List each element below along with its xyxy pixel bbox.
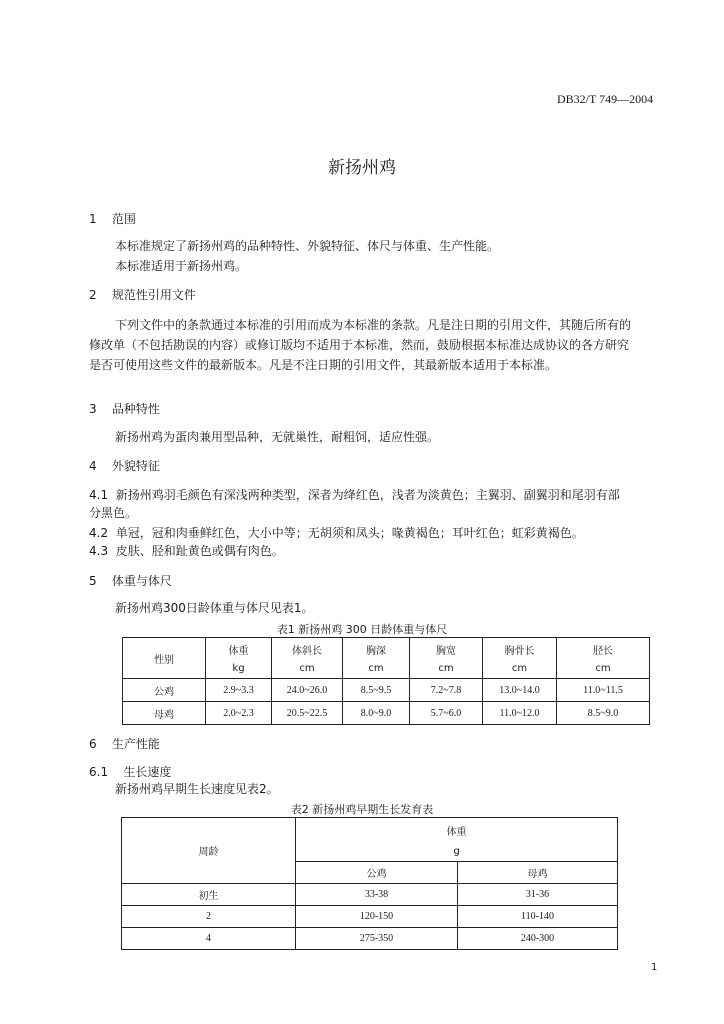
table-header-cell: 性别 (123, 638, 206, 679)
table-row (122, 884, 618, 906)
table-header-cell: 母鸡 (458, 862, 618, 884)
table-cell: 275-350 (296, 928, 458, 950)
table-header-row (123, 638, 650, 679)
table-header-cell (483, 638, 557, 679)
table-cell: 2.0~2.3 (206, 702, 272, 725)
table-header-cell (343, 638, 410, 679)
section-number: 1 (89, 212, 97, 226)
header-unit: cm (368, 663, 384, 674)
section-4-heading (89, 457, 160, 474)
item-4-2 (89, 523, 584, 543)
table-cell: 120-150 (296, 906, 458, 928)
item-text: 新扬州鸡羽毛颜色有深浅两种类型，深者为绛红色，浅者为淡黄色；主翼羽、副翼羽和尾羽有部 (115, 488, 620, 502)
paragraph: 本标准规定了新扬州鸡的品种特性、外貌特征、体尺与体重、生产性能。 (115, 239, 500, 253)
table-cell: 母鸡 (123, 702, 206, 725)
table-header-cell (557, 638, 650, 679)
item-number: 4.1 (89, 488, 109, 502)
header-unit: cm (438, 663, 454, 674)
table-2 (121, 817, 618, 950)
section-number: 5 (89, 574, 97, 588)
table-2-caption: 表2 新扬州鸡早期生长发育表 (290, 803, 434, 816)
table-header-cell (410, 638, 483, 679)
table-1 (122, 637, 650, 725)
table-cell: 2 (122, 906, 296, 928)
table-cell: 11.0~12.0 (483, 702, 557, 725)
table-cell: 4 (122, 928, 296, 950)
table-cell: 20.5~22.5 (272, 702, 343, 725)
header-unit: cm (595, 663, 611, 674)
section-3-heading (89, 400, 160, 417)
table-cell: 240-300 (458, 928, 618, 950)
table-header-cell: 周龄 (122, 818, 296, 884)
paragraph: 本标准适用于新扬州鸡。 (115, 259, 248, 273)
table-cell: 公鸡 (123, 679, 206, 702)
section-title: 品种特性 (111, 402, 160, 416)
table-cell: 13.0~14.0 (483, 679, 557, 702)
table-row (123, 679, 650, 702)
header-name: 体重 (446, 826, 467, 838)
paragraph-line: 是否可使用这些文件的最新版本。凡是不注日期的引用文件，其最新版本适用于本标准。 (89, 358, 558, 372)
header-unit: cm (511, 663, 528, 674)
page-number: 1 (651, 962, 658, 973)
table-cell: 5.7~6.0 (410, 702, 483, 725)
table-header-row (122, 818, 618, 862)
table-cell: 110-140 (458, 906, 618, 928)
table-1-caption: 表1 新扬州鸡 300 日龄体重与体尺 (276, 623, 448, 636)
item-text: 单冠，冠和肉垂鲜红色，大小中等；无胡须和凤头；喙黄褐色；耳叶红色；虹彩黄褐色。 (115, 526, 584, 540)
paragraph: 新扬州鸡300日龄体重与体尺见表1。 (115, 601, 314, 615)
item-4-3 (89, 541, 284, 561)
table-header-cell (206, 638, 272, 679)
section-number: 3 (89, 402, 97, 416)
section-5-heading (89, 572, 172, 589)
table-cell: 8.5~9.5 (343, 679, 410, 702)
paragraph-line: 修改单（不包括勘误的内容）或修订版均不适用于本标准，然而，鼓励根据本标准达成协议的各方研究 (89, 338, 630, 352)
table-row (122, 906, 618, 928)
table-cell: 11.0~11.5 (557, 679, 650, 702)
section-number: 2 (89, 288, 97, 302)
paragraph: 新扬州鸡为蛋肉兼用型品种，无就巢性，耐粗饲，适应性强。 (115, 430, 440, 444)
standard-number: DB32/T 749—2004 (557, 92, 654, 106)
table-cell: 8.0~9.0 (343, 702, 410, 725)
subsection-title: 生长速度 (123, 765, 172, 779)
table-header-cell (272, 638, 343, 679)
item-4-1 (89, 485, 620, 505)
table-cell: 33-38 (296, 884, 458, 906)
table-header-cell: 公鸡 (296, 862, 458, 884)
table-cell: 7.2~7.8 (410, 679, 483, 702)
table-cell: 8.5~9.0 (557, 702, 650, 725)
section-number: 6 (89, 737, 97, 751)
table-row (122, 928, 618, 950)
item-number: 4.3 (89, 544, 109, 558)
section-number: 4 (89, 459, 97, 473)
header-name: 胸深 (366, 646, 386, 657)
section-2-heading (89, 286, 196, 303)
table-header-cell (296, 818, 618, 862)
item-4-1-continued: 分黑色。 (89, 506, 138, 520)
header-name: 胸宽 (436, 646, 456, 657)
table-cell: 2.9~3.3 (206, 679, 272, 702)
document-title: 新扬州鸡 (328, 158, 396, 178)
header-unit: g (453, 845, 460, 857)
section-title: 规范性引用文件 (111, 288, 196, 302)
section-title: 体重与体尺 (111, 574, 172, 588)
header-name: 体重 (228, 646, 249, 657)
header-name: 胫长 (593, 646, 613, 657)
section-title: 外貌特征 (111, 459, 160, 473)
header-name: 体斜长 (292, 646, 322, 657)
subsection-6-1-heading (89, 763, 171, 780)
paragraph-line: 下列文件中的条款通过本标准的引用而成为本标准的条款。凡是注日期的引用文件，其随后所有的 (115, 318, 632, 332)
table-row (123, 702, 650, 725)
section-1-heading (89, 210, 136, 227)
header-name: 胸骨长 (504, 646, 535, 657)
section-title: 范围 (111, 212, 136, 226)
header-unit: kg (232, 663, 245, 674)
item-number: 4.2 (89, 526, 109, 540)
item-text: 皮肤、胫和趾黄色或偶有肉色。 (115, 544, 284, 558)
header-unit: cm (299, 663, 315, 674)
table-cell: 初生 (122, 884, 296, 906)
table-cell: 24.0~26.0 (272, 679, 343, 702)
section-title: 生产性能 (111, 737, 160, 751)
paragraph: 新扬州鸡早期生长速度见表2。 (115, 782, 279, 796)
table-cell: 31-36 (458, 884, 618, 906)
section-6-heading (89, 735, 160, 752)
subsection-number: 6.1 (89, 765, 109, 779)
